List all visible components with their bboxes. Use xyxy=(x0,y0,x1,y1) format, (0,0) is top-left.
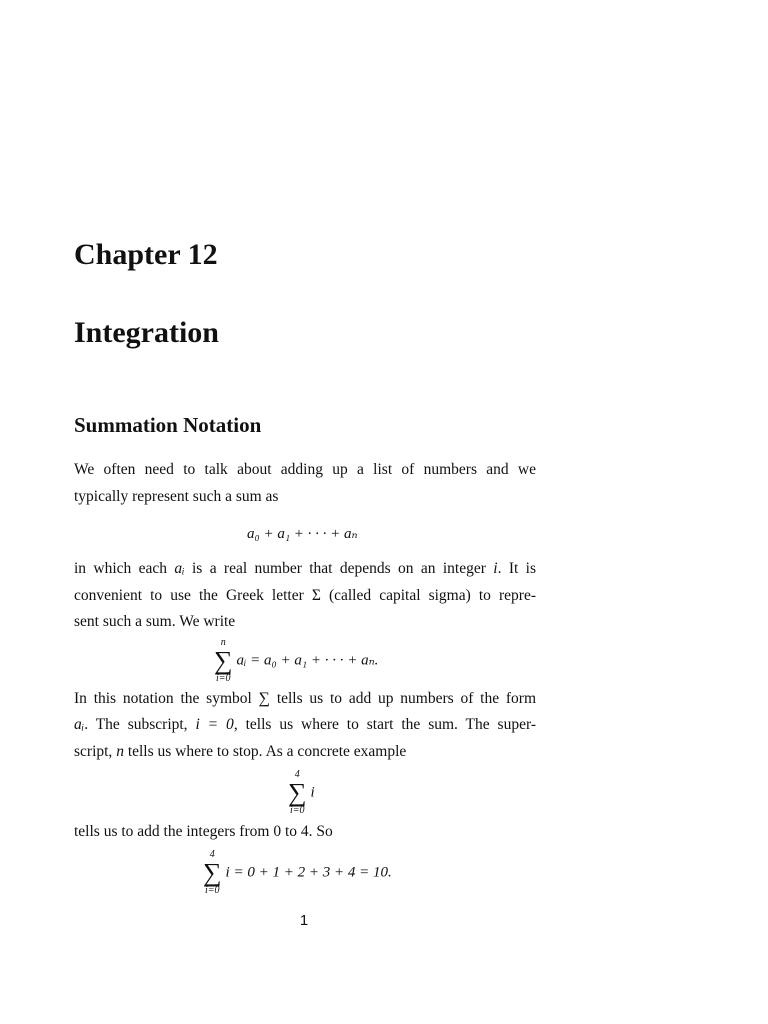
paragraph-2-line-1 xyxy=(74,556,536,583)
sum-upper-limit: 4 xyxy=(294,769,300,780)
math-expression: i = 0 xyxy=(195,716,234,733)
equation-body: aᵢ = a₀ + a₁ + · · · + aₙ. xyxy=(236,652,379,669)
equation-example-result xyxy=(203,850,392,896)
text-run: tells us where to stop. As a concrete example xyxy=(123,743,407,760)
equation-body: i xyxy=(310,784,315,801)
text-run: . So xyxy=(308,823,333,840)
equation-body: i = 0 + 1 + 2 + 3 + 4 = 10. xyxy=(225,864,392,881)
paragraph-3-line-1 xyxy=(74,686,536,713)
summation-operator xyxy=(214,638,233,684)
chapter-label: Chapter 12 xyxy=(74,238,218,271)
text-run: . The subscript, xyxy=(84,716,196,733)
sum-upper-limit: 4 xyxy=(209,849,215,860)
sum-lower-limit: i=0 xyxy=(205,885,220,896)
math-variable: i xyxy=(493,560,498,577)
math-number: 0 xyxy=(273,823,282,840)
text-run: , tells us where to start the sum. The super- xyxy=(233,716,536,733)
paragraph-2-line-2 xyxy=(74,583,536,610)
paragraph-3-line-2 xyxy=(74,712,536,739)
paragraph-1-line-1: We often need to talk about adding up a list of numbers and we xyxy=(74,461,536,478)
sigma-symbol: ∑ xyxy=(214,646,233,675)
page-number: 1 xyxy=(299,912,309,929)
section-title: Summation Notation xyxy=(74,413,262,437)
text-run: In this notation the symbol xyxy=(74,690,259,707)
text-run: tells us to add up numbers of the form xyxy=(270,690,537,707)
sigma-symbol: ∑ xyxy=(258,690,271,707)
chapter-title: Integration xyxy=(74,316,219,349)
math-variable: aᵢ xyxy=(174,560,185,577)
text-run: in which each xyxy=(74,560,175,577)
paragraph-4 xyxy=(74,819,536,846)
sigma-symbol: ∑ xyxy=(288,778,307,807)
text-run: to xyxy=(281,823,301,840)
summation-operator xyxy=(288,770,307,816)
sum-upper-limit: n xyxy=(220,637,226,648)
math-variable: aᵢ xyxy=(74,716,85,733)
sigma-symbol: Σ xyxy=(311,587,321,604)
text-run: (called capital sigma) to repre- xyxy=(320,587,536,604)
paragraph-2-line-3: sent such a sum. We write xyxy=(74,613,236,630)
math-number: 4 xyxy=(300,823,309,840)
paragraph-3-line-3 xyxy=(74,739,536,766)
equation-example-sum xyxy=(288,770,315,816)
text-run: script, xyxy=(74,743,117,760)
equation-summation-definition xyxy=(214,638,378,684)
text-run: . It is xyxy=(497,560,536,577)
summation-operator xyxy=(203,850,222,896)
text-run: convenient to use the Greek letter xyxy=(74,587,312,604)
math-variable: n xyxy=(116,743,124,760)
sigma-symbol: ∑ xyxy=(203,858,222,887)
text-run: is a real number that depends on an integer xyxy=(184,560,494,577)
sum-lower-limit: i=0 xyxy=(216,673,231,684)
sum-lower-limit: i=0 xyxy=(290,805,305,816)
equation-sum-expansion: a₀ + a₁ + · · · + aₙ xyxy=(247,526,358,542)
paragraph-1-line-2: typically represent such a sum as xyxy=(74,488,279,505)
text-run: tells us to add the integers from xyxy=(74,823,274,840)
